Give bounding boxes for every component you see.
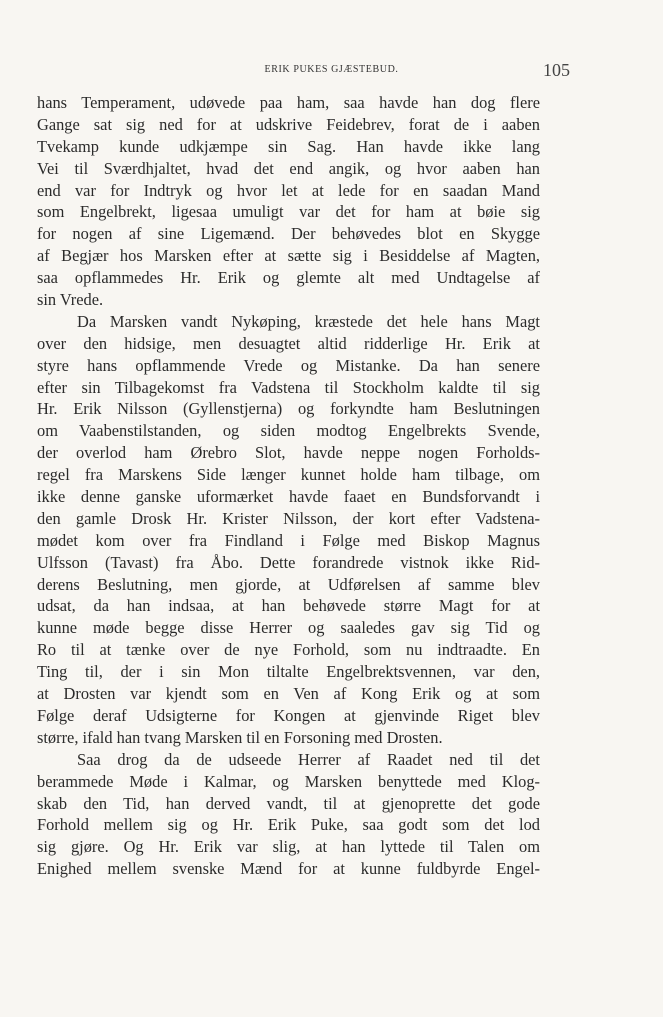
body-text (37, 92, 540, 880)
text-line: efter sin Tilbagekomst fra Vadstena til Stockholm kaldte til sig (37, 377, 540, 397)
text-line: regel fra Marskens Side længer kunnet holde ham tilbage, om (37, 465, 540, 485)
text-line: den gamle Drosk Hr. Krister Nilsson, der kort efter Vadstena- (37, 508, 540, 528)
text-line: berammede Møde i Kalmar, og Marsken benyttede med Klog- (37, 771, 540, 791)
text-line: Enighed mellem svenske Mænd for at kunne fuldbyrde Engel- (37, 859, 540, 879)
text-line: derens Beslutning, men gjorde, at Udførelsen af samme blev (37, 574, 540, 594)
text-line: sig gjøre. Og Hr. Erik var slig, at han lyttede til Talen om (37, 837, 540, 857)
text-line: Ro til at tænke over de nye Forhold, som nu indtraadte. En (37, 640, 540, 660)
text-line: sin Vrede. (37, 290, 104, 310)
text-line: at Drosten var kjendt som en Ven af Kong Erik og at som (37, 684, 540, 704)
text-line: udsat, da han indsaa, at han behøvede større Magt for at (37, 596, 540, 616)
text-line: Da Marsken vandt Nykøping, kræstede det hele hans Magt (77, 311, 540, 331)
text-line: Vei til Sværdhjaltet, hvad det end angik, og hvor aaben han (37, 158, 540, 178)
text-line: der overlod ham Ørebro Slot, havde neppe nogen Forholds- (37, 443, 540, 463)
text-line: saa opflammedes Hr. Erik og glemte alt med Undtagelse af (37, 268, 540, 288)
text-line: hans Temperament, udøvede paa ham, saa havde han dog flere (37, 93, 540, 112)
text-line: Ting til, der i sin Mon tiltalte Engelbrektsvennen, var den, (37, 662, 540, 682)
text-line: Ulfsson (Tavast) fra Åbo. Dette forandrede vistnok ikke Rid- (37, 552, 540, 572)
text-line: kunne møde begge disse Herrer og saaledes gav sig Tid og (37, 618, 540, 638)
text-line: Saa drog da de udseede Herrer af Raadet ned til det (77, 749, 540, 769)
text-line: styre hans opflammende Vrede og Mistanke. Da han senere (37, 355, 540, 375)
text-line: end var for Indtryk og hvor let at lede for en saadan Mand (37, 180, 540, 200)
text-line: for nogen af sine Ligemænd. Der behøvedes blot en Skygge (37, 224, 540, 244)
text-line: mødet kom over fra Findland i Følge med Biskop Magnus (37, 530, 540, 550)
text-line: ikke denne ganske uformærket havde faaet en Bundsforvandt i (37, 487, 540, 507)
text-line: større, ifald han tvang Marsken til en Forsoning med Drosten. (37, 727, 443, 747)
text-line: over den hidsige, men desuagtet altid ridderlige Hr. Erik at (37, 333, 540, 353)
text-line: som Engelbrekt, ligesaa umuligt var det for ham at bøie sig (37, 202, 540, 222)
text-line: Forhold mellem sig og Hr. Erik Puke, saa godt som det lod (37, 815, 540, 835)
text-line: af Begjær hos Marsken efter at sætte sig i Besiddelse af Magten, (37, 246, 540, 266)
text-line: Gange sat sig ned for at udskrive Feidebrev, forat de i aaben (37, 114, 540, 134)
text-line: skab den Tid, han derved vandt, til at gjenoprette det gode (37, 793, 540, 813)
text-line: Hr. Erik Nilsson (Gyllenstjerna) og forkyndte ham Beslutningen (37, 399, 540, 419)
text-line: Følge deraf Udsigterne for Kongen at gjenvinde Riget blev (37, 705, 540, 725)
running-head: ERIK PUKES GJÆSTEBUD. (264, 64, 399, 75)
text-line: Tvekamp kunde udkjæmpe sin Sag. Han havde ikke lang (37, 136, 540, 156)
text-line: om Vaabenstilstanden, og siden modtog Engelbrekts Svende, (37, 421, 540, 441)
page-number: 105 (543, 60, 570, 80)
